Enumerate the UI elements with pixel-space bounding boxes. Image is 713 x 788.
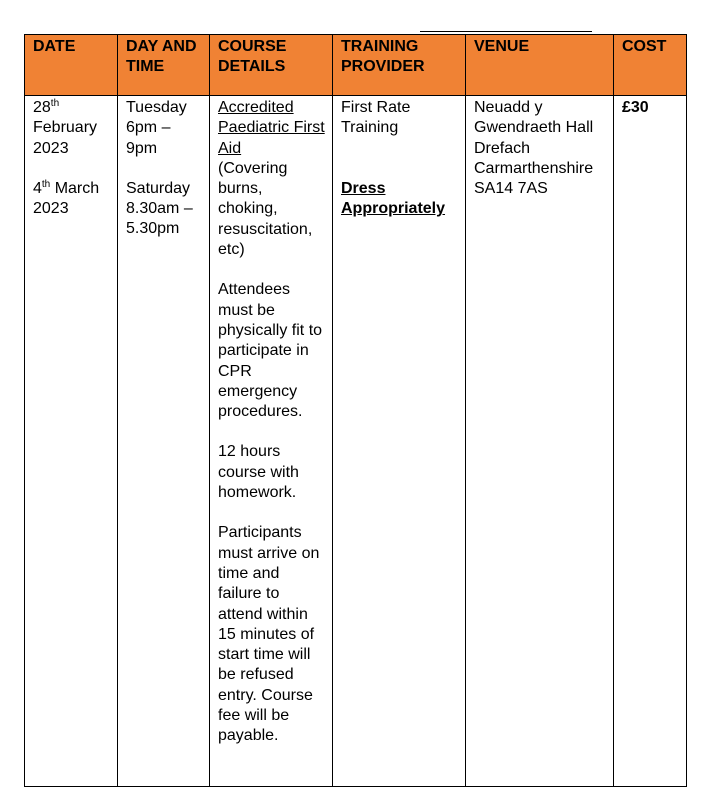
course-details-cell xyxy=(210,96,333,787)
course-note: Participants must arrive on time and failure to attend within 15 minutes of start time will be refused entry. Course fee will be payable. xyxy=(218,524,320,745)
cost-cell xyxy=(614,96,687,787)
venue-line: Carmarthenshire xyxy=(474,159,594,177)
provider-note: Dress Appropriately xyxy=(341,179,446,217)
day-time-cell xyxy=(118,96,210,787)
header-row xyxy=(25,35,687,96)
course-note: Attendees must be physically fit to participate in CPR emergency procedures. xyxy=(218,281,323,421)
course-table xyxy=(24,34,687,787)
date-entry xyxy=(33,98,111,159)
date-cell xyxy=(25,96,118,787)
venue-cell xyxy=(466,96,614,787)
header-day-time: DAY AND TIME xyxy=(118,35,210,96)
venue-line: SA14 7AS xyxy=(474,180,548,198)
date-suffix: th xyxy=(50,98,60,109)
date-rest: March 2023 xyxy=(33,179,100,218)
venue-line: Drefach xyxy=(474,139,531,157)
session-time: 6pm – 9pm xyxy=(126,119,171,157)
date-suffix: th xyxy=(41,178,51,190)
date-rest: February 2023 xyxy=(33,119,98,157)
course-title: Accredited Paediatric First Aid xyxy=(218,99,325,157)
course-scope: (Covering burns, choking, resuscitation, etc) xyxy=(218,159,313,259)
header-training-provider: TRAINING PROVIDER xyxy=(333,35,466,96)
provider-name: First Rate Training xyxy=(341,99,411,137)
session-day: Tuesday xyxy=(126,99,187,116)
venue-line: Neuadd y Gwendraeth Hall xyxy=(474,99,594,137)
training-provider-cell xyxy=(333,96,466,787)
header-course-details: COURSE DETAILS xyxy=(210,35,333,96)
date-day: 28 xyxy=(33,99,51,116)
course-note: 12 hours course with homework. xyxy=(218,443,299,502)
date-day: 4 xyxy=(33,179,42,197)
header-venue: VENUE xyxy=(466,35,614,96)
date-entry xyxy=(33,179,111,220)
top-rule xyxy=(420,31,592,32)
cost-value: £30 xyxy=(622,99,649,116)
session-day: Saturday xyxy=(126,179,191,197)
header-date: DATE xyxy=(25,35,118,96)
header-cost: COST xyxy=(614,35,687,96)
session-time: 8.30am – 5.30pm xyxy=(126,200,193,238)
table-row xyxy=(25,96,687,787)
